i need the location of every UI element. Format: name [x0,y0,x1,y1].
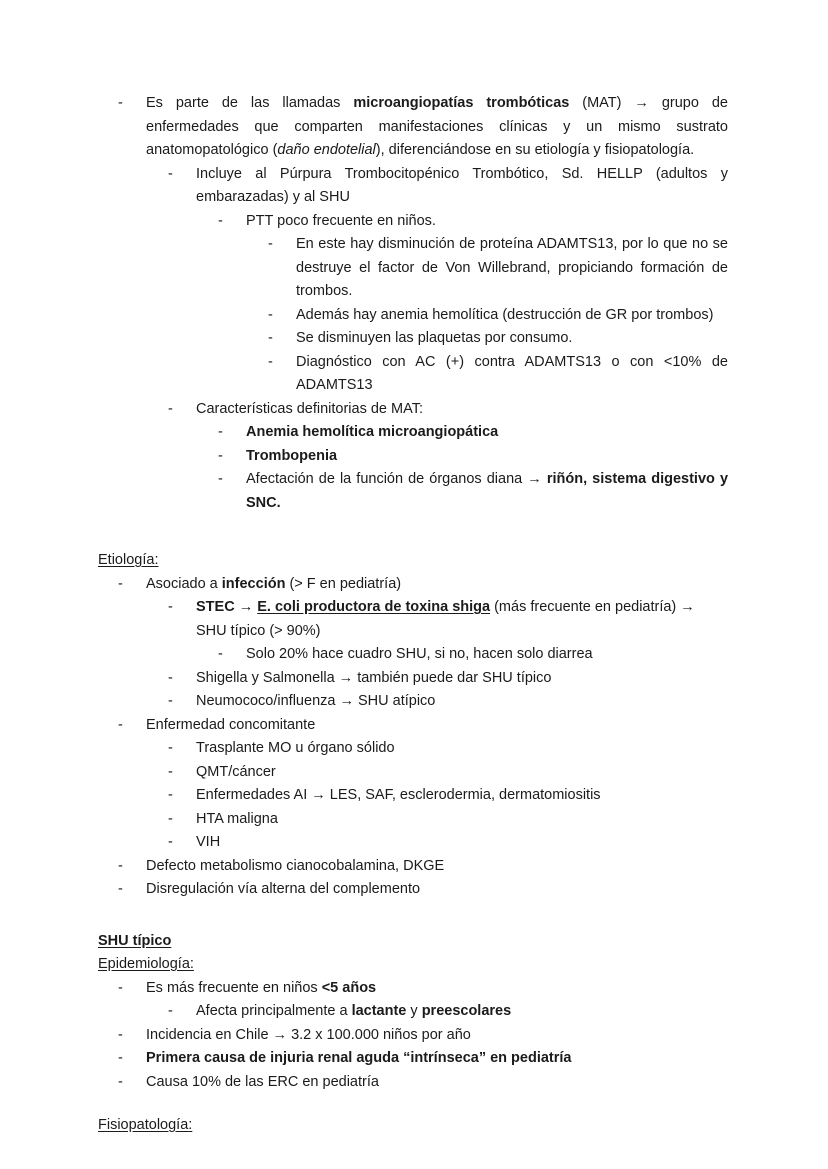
list-item-text: Afecta principalmente a lactante y preescolares [196,1003,512,1019]
list-item [168,808,728,832]
bullet-marker: - [218,447,223,464]
heading-label: Fisiopatología [98,1117,189,1133]
list-item-text: Incluye al Púrpura Trombocitopénico Trombótico, Sd. HELLP (adultos y embarazadas) y al SHU [196,165,728,205]
list-item [168,784,728,808]
bullet-marker: - [168,763,173,780]
list-item-text: Disregulación vía alterna del complemento [146,881,421,897]
bullet-marker: - [168,740,173,756]
list-item-text: HTA maligna [196,810,278,827]
list-item [118,1071,728,1095]
bullet-marker: - [168,693,173,709]
list-item [218,445,728,469]
bullet-marker: - [168,810,173,827]
bullet-marker: - [218,646,223,662]
list-item [218,210,728,234]
list-item [268,233,728,304]
list-item-text: Enfermedad concomitante [146,716,316,733]
bullet-marker: - [168,669,173,686]
list-item [218,468,728,515]
list-item [168,596,728,643]
list-item-text: Es más frecuente en niños <5 años [146,979,377,996]
bullet-marker: - [268,306,273,323]
bullet-marker: - [118,857,123,874]
list-item [168,1000,728,1024]
heading-suffix: : [154,552,159,568]
list-item [168,398,728,422]
heading-label: Epidemiología [98,956,190,972]
list-item [268,327,728,351]
heading-label: SHU típico [98,932,172,949]
bullet-marker: - [118,575,123,592]
list-item-text: Es parte de las llamadas microangiopatías trombóticas (MAT) → grupo de enfermedades que comparten manifestaciones clínicas y un mismo sustrato anatomopatológico (daño endotelial), diferenciándose en su etiología y fisiopatología. [146,95,728,158]
bullet-marker: - [168,165,173,182]
list-item-text: Afectación de la función de órganos diana → riñón, sistema digestivo y SNC. [246,471,729,511]
list-item-text: Primera causa de injuria renal aguda “intrínseca” en pediatría [146,1050,572,1066]
bullet-marker: - [118,1073,123,1090]
list-item [268,304,728,328]
list-item-text: Se disminuyen las plaquetas por consumo. [296,330,573,346]
list-item [118,92,728,163]
bullet-marker: - [218,212,223,229]
list-item [218,643,728,667]
bullet-marker: - [268,353,273,370]
list-item [118,878,728,902]
section-heading-etiologia [98,549,728,573]
list-item [268,351,728,398]
list-item-text: STEC → E. coli productora de toxina shiga (más frecuente en pediatría) → SHU típico (> 90%) [196,599,695,639]
list-item [168,690,728,714]
list-item [118,1047,728,1071]
list-item-text: Shigella y Salmonella → también puede dar SHU típico [196,669,552,686]
bullet-marker: - [118,95,123,111]
bullet-marker: - [268,330,273,346]
list-item-text: Incidencia en Chile → 3.2 x 100.000 niños por año [146,1026,471,1043]
list-item-text: En este hay disminución de proteína ADAMTS13, por lo que no se destruye el factor de Von Willebrand, propiciando formación de trombos. [296,236,728,299]
list-item-text: Trasplante MO u órgano sólido [196,740,395,756]
list-item-text: Neumococo/influenza → SHU atípico [196,693,436,709]
list-item-text: QMT/cáncer [196,763,276,780]
section-heading-epidemiologia [98,953,728,977]
section-spacer [98,515,728,549]
list-item [168,737,728,761]
list-item-text: Enfermedades AI → LES, SAF, esclerodermia, dermatomiositis [196,787,601,803]
bullet-marker: - [218,471,223,487]
bullet-marker: - [268,236,273,252]
section-spacer [98,1094,728,1114]
bullet-marker: - [168,1003,173,1019]
list-item-text: Además hay anemia hemolítica (destrucción de GR por trombos) [296,306,714,323]
list-item-text: VIH [196,834,221,850]
list-item [118,855,728,879]
list-item-text: Trombopenia [246,447,338,464]
bullet-marker: - [168,787,173,803]
list-item-text: Defecto metabolismo cianocobalamina, DKGE [146,857,445,874]
list-item [118,1024,728,1048]
bullet-marker: - [118,716,123,733]
bullet-marker: - [118,1026,123,1043]
list-item-text: Diagnóstico con AC (+) contra ADAMTS13 o con <10% de ADAMTS13 [296,353,728,393]
list-item [118,977,728,1001]
list-item [168,667,728,691]
list-item [118,573,728,597]
bullet-marker: - [218,424,223,440]
list-item [218,421,728,445]
list-item-text: Solo 20% hace cuadro SHU, si no, hacen solo diarrea [246,646,593,662]
bullet-marker: - [168,599,173,615]
list-item [168,831,728,855]
bullet-marker: - [118,881,123,897]
list-item-text: Características definitorias de MAT: [196,400,423,417]
list-item-text: PTT poco frecuente en niños. [246,212,436,229]
bullet-marker: - [168,834,173,850]
section-spacer [98,902,728,930]
list-item [168,163,728,210]
list-item [168,761,728,785]
bullet-marker: - [118,979,123,996]
list-item-text: Anemia hemolítica microangiopática [246,424,499,440]
section-heading-shu-tipico [98,930,728,954]
heading-suffix: : [189,956,194,972]
section-heading-fisiopatologia [98,1114,728,1138]
list-item-text: Causa 10% de las ERC en pediatría [146,1073,379,1090]
bullet-marker: - [118,1050,123,1066]
list-item-text: Asociado a infección (> F en pediatría) [146,575,402,592]
list-item [118,714,728,738]
document-content [98,92,728,1138]
heading-suffix: : [188,1117,193,1133]
heading-label: Etiología [98,552,155,568]
bullet-marker: - [168,400,173,417]
